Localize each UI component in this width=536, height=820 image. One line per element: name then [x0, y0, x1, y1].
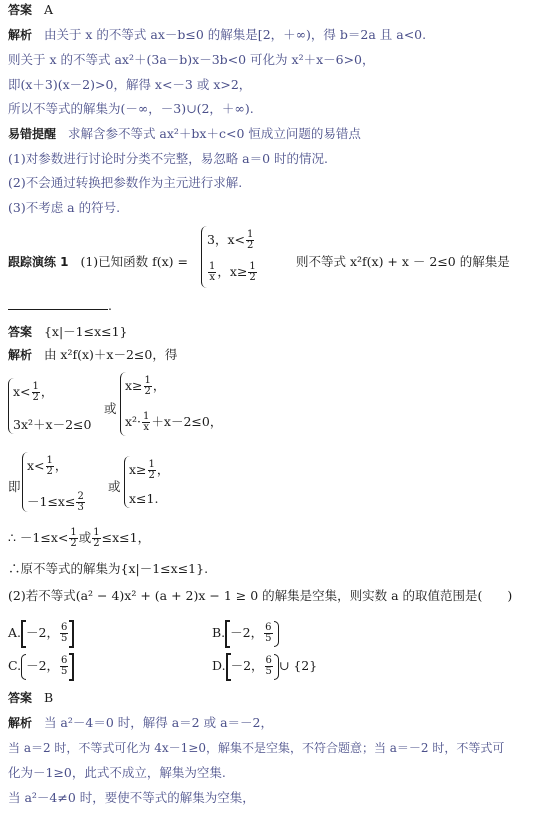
option-a: A. －2， $\frac{6}{5}$: [8, 618, 74, 648]
analysis-label: 解析: [8, 348, 33, 362]
option-b: B. －2， $\frac{6}{5}$: [212, 618, 279, 648]
tip-item-3: (3)不考虑 a 的符号.: [8, 200, 121, 215]
therefore-line-2: ∴原不等式的解集为{x|－1≤x≤1}.: [8, 561, 209, 576]
q2-analysis-line-4: 当 a²－4≠0 时，要使不等式的解集为空集，: [8, 790, 255, 805]
answer-label: 答案: [8, 3, 33, 17]
analysis-line-3: 即(x＋3)(x－2)>0，解得 x<－3 或 x>2，: [8, 77, 252, 92]
system-1-row-b: 3x²＋x－2≤0: [13, 417, 92, 432]
practice-label: 跟踪演练 1: [8, 255, 69, 269]
system-1-row-a: x< $\frac{1}{2}$ ，: [13, 381, 54, 403]
or-1: 或: [104, 401, 117, 416]
option-d: D. －2， $\frac{6}{5}$ ∪ {2}: [212, 651, 317, 681]
option-c: C. －2， $\frac{6}{5}$: [8, 651, 74, 681]
analysis-line-4: 所以不等式的解集为(－∞，－3)∪(2，＋∞).: [8, 101, 254, 116]
system-3-row-b: －1≤x≤ $\frac{2}{3}$: [27, 491, 84, 513]
one-over-x: $\frac{1}{x}$: [209, 261, 216, 283]
piece-1-cond: x<: [227, 232, 245, 247]
piece-1: 3，x< $\frac{1}{2}$: [207, 229, 254, 251]
practice-intro: (1)已知函数 f(x) =: [80, 254, 189, 269]
analysis-text: 由关于 x 的不等式 ax－b≤0 的解集是[2，＋∞)，得 b＝2a 且 a<0.: [43, 27, 427, 42]
q2-analysis-line-2: 当 a＝2 时，不等式可化为 4x－1≥0，解集不是空集，不符合题意；当 a＝－2 时，不等式可: [8, 741, 505, 755]
practice-answer: {x|－1≤x≤1}: [43, 324, 128, 339]
piece-2-cond: x≥: [229, 264, 248, 279]
tip-item-2: (2)不会通过转换把参数作为主元进行求解.: [8, 175, 243, 190]
practice-line: [8, 254, 188, 270]
system-4-row-a: x≥ $\frac{1}{2}$ ，: [129, 459, 170, 481]
answer-blank: [8, 301, 108, 310]
answer-label: 答案: [8, 691, 33, 705]
answer-value: A: [43, 2, 53, 17]
piece-1-value: 3: [207, 232, 215, 247]
practice-analysis-text: 由 x²f(x)＋x－2≤0，得: [43, 347, 178, 362]
piece-2: $\frac{1}{x}$ ，x≥ $\frac{1}{2}$: [209, 261, 256, 283]
q2-analysis-line-3: 化为－1≥0，此式不成立，解集为空集.: [8, 765, 226, 780]
or-2: 或: [108, 479, 121, 494]
tip-text: 求解含参不等式 ax²＋bx＋c<0 恒成立问题的易错点: [67, 126, 361, 141]
answer-line-1: [8, 2, 53, 18]
half-fraction: $\frac{1}{2}$: [249, 261, 256, 283]
practice-then: 则不等式 x²f(x) + x － 2≤0 的解集是: [296, 254, 510, 269]
question-2-stem: (2)若不等式(a² − 4)x² + (a + 2)x − 1 ≥ 0 的解集是空集，则实数 a 的取值范围是( ): [8, 588, 513, 603]
practice-analysis-line: [8, 347, 177, 363]
system-2-row-b: x²· $\frac{1}{x}$ ＋x－2≤0，: [125, 411, 223, 433]
tip-item-1: (1)对参数进行讨论时分类不完整，易忽略 a＝0 时的情况.: [8, 151, 329, 166]
system-3-row-a: x< $\frac{1}{2}$ ，: [27, 455, 68, 477]
practice-answer-line: [8, 324, 128, 340]
q2-analysis-line: [8, 715, 273, 731]
tip-heading: [8, 126, 361, 142]
answer-blank-line: [8, 298, 112, 314]
analysis-label: 解析: [8, 28, 33, 42]
q2-answer: B: [43, 690, 54, 705]
system-2-row-a: x≥ $\frac{1}{2}$ ，: [125, 375, 166, 397]
analysis-line-2: 则关于 x 的不等式 ax²＋(3a－b)x－3b<0 可化为 x²＋x－6>0，: [8, 52, 375, 67]
analysis-line-1: [8, 27, 426, 43]
q2-answer-line: [8, 690, 53, 706]
ji-label: 即: [8, 479, 21, 494]
q2-analysis-text: 当 a²－4＝0 时，解得 a＝2 或 a＝－2，: [43, 715, 273, 730]
answer-label: 答案: [8, 325, 33, 339]
period: .: [108, 298, 112, 313]
analysis-label: 解析: [8, 716, 33, 730]
tip-label: 易错提醒: [8, 127, 57, 141]
half-fraction: $\frac{1}{2}$: [247, 229, 254, 251]
therefore-line-1: ∴ －1≤x< $\frac{1}{2}$ 或 $\frac{1}{2}$ ≤x≤1，: [8, 527, 151, 549]
system-4-row-b: x≤1.: [129, 491, 159, 506]
